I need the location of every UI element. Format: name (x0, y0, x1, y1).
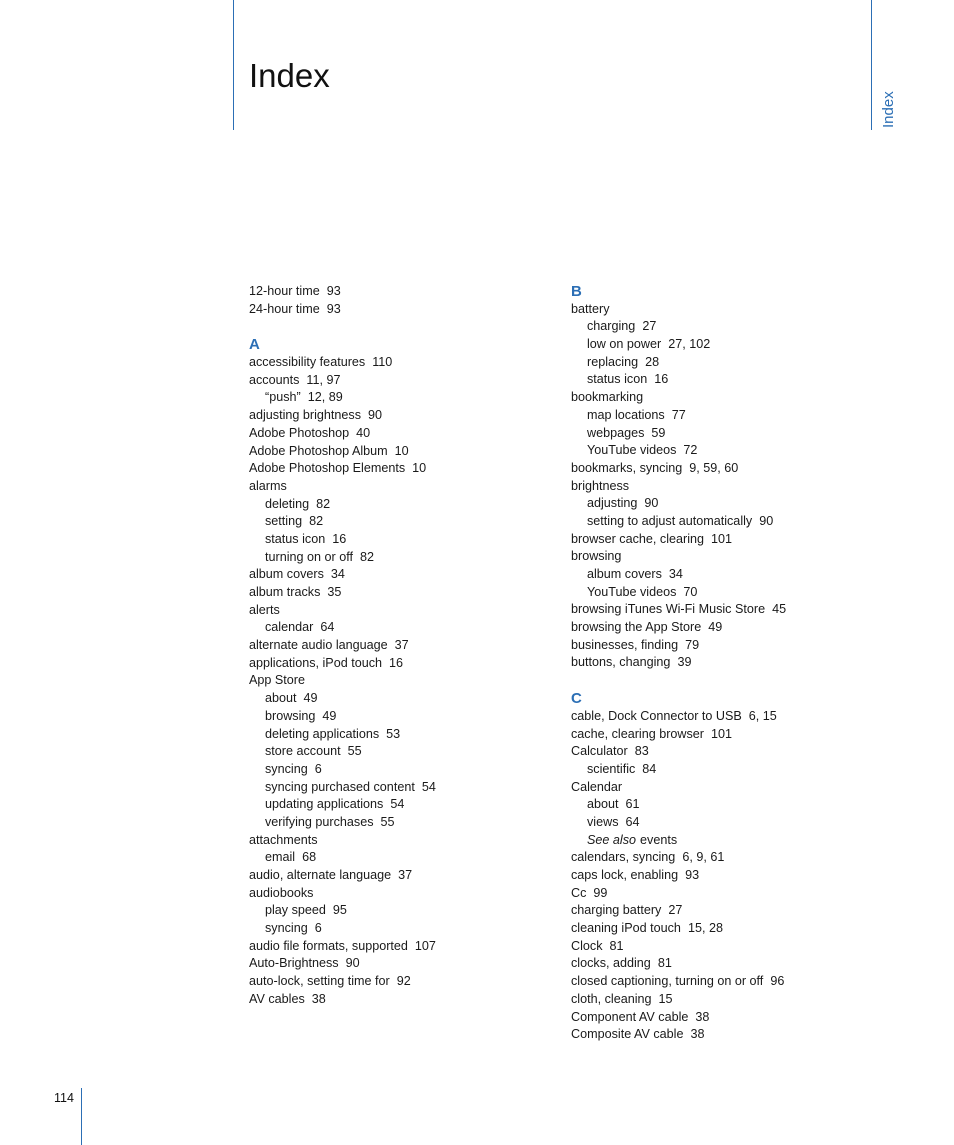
index-entry (571, 955, 891, 973)
index-page-refs: 92 (396, 974, 411, 989)
index-term: setting (265, 514, 303, 529)
page-title: Index (249, 57, 330, 94)
index-entry (571, 849, 891, 867)
index-subentry (249, 708, 569, 726)
index-entry (571, 973, 891, 991)
index-subentry (249, 902, 569, 920)
index-term: audio, alternate language (249, 868, 392, 882)
index-entry (571, 601, 891, 619)
index-page-refs: 64 (320, 620, 335, 635)
index-term: play speed (265, 903, 326, 918)
index-page-refs: 38 (311, 991, 326, 1006)
index-entry (571, 531, 891, 549)
index-term: calendars, syncing (571, 850, 676, 865)
index-page-refs: 68 (302, 850, 317, 865)
index-term: attachments (249, 832, 318, 847)
index-page-refs: 38 (695, 1009, 710, 1024)
index-entry (571, 991, 891, 1009)
index-page-refs: 34 (330, 567, 345, 582)
index-page-refs: 90 (644, 496, 659, 511)
index-entry (249, 637, 569, 655)
index-entry (571, 637, 891, 655)
index-subentry (249, 496, 569, 514)
index-term: Adobe Photoshop Elements (249, 461, 406, 476)
index-term: Component AV cable (571, 1009, 689, 1024)
index-term: cache, clearing browser (571, 726, 704, 741)
index-term: bookmarks, syncing (571, 460, 683, 475)
index-page-refs: 79 (685, 637, 700, 652)
index-term: setting to adjust automatically (587, 513, 753, 528)
index-entry (571, 1009, 891, 1027)
index-term: Adobe Photoshop (249, 425, 350, 440)
index-term: about (265, 691, 297, 706)
index-subentry (571, 814, 891, 832)
index-term: audio file formats, supported (249, 938, 408, 953)
index-term: bookmarking (571, 390, 644, 405)
index-term: browser cache, clearing (571, 531, 704, 546)
index-entry (571, 920, 891, 938)
index-page-refs: 90 (368, 408, 383, 423)
index-entry (571, 726, 891, 744)
index-entry (249, 655, 569, 673)
index-term: about (587, 797, 619, 812)
index-subentry (571, 425, 891, 443)
index-page-refs: 49 (322, 708, 337, 723)
index-page-refs: 10 (394, 443, 409, 458)
index-term: deleting (265, 496, 310, 511)
index-term: adjusting (587, 496, 638, 511)
index-term: alarms (249, 478, 287, 493)
index-term: Composite AV cable (571, 1027, 684, 1042)
index-page-refs: 28 (645, 354, 660, 369)
index-entry (249, 460, 569, 478)
index-term: Clock (571, 938, 603, 953)
index-term: low on power (587, 337, 662, 352)
index-subentry (571, 566, 891, 584)
index-page-refs: 6 (314, 761, 322, 776)
index-term: Calendar (571, 779, 623, 794)
index-subentry (571, 495, 891, 513)
index-subentry (249, 743, 569, 761)
index-term: auto-lock, setting time for (249, 974, 390, 989)
index-term: album covers (587, 567, 662, 581)
index-subentry (571, 336, 891, 354)
index-page-refs: 70 (683, 584, 698, 599)
index-term: YouTube videos (587, 443, 677, 458)
index-term: clocks, adding (571, 956, 651, 971)
index-subentry (249, 796, 569, 814)
index-entry (249, 832, 569, 850)
index-page-refs: 49 (708, 620, 723, 635)
index-term: deleting applications (265, 726, 380, 741)
index-subentry (249, 726, 569, 744)
index-term: email (265, 850, 296, 865)
index-page-refs: 99 (593, 885, 608, 900)
index-subentry (571, 761, 891, 779)
index-page-refs: events (640, 832, 678, 847)
index-entry (571, 389, 891, 407)
index-entry (249, 938, 569, 956)
index-page-refs: 110 (372, 355, 393, 370)
footer-rule (81, 1088, 82, 1145)
index-page-refs: 93 (326, 301, 341, 316)
index-page-refs: 81 (609, 938, 624, 953)
index-term: store account (265, 744, 341, 759)
index-entry (571, 548, 891, 566)
index-subentry (249, 779, 569, 797)
index-page-refs: 11, 97 (306, 372, 341, 387)
index-entry (571, 902, 891, 920)
index-term: scientific (587, 761, 636, 776)
index-page-refs: 90 (345, 956, 360, 971)
index-subentry (249, 849, 569, 867)
index-page-refs: 16 (654, 372, 669, 387)
index-page-refs: 16 (389, 655, 404, 670)
index-page-refs: 15 (658, 991, 673, 1006)
index-term: brightness (571, 478, 630, 493)
index-term: status icon (587, 372, 648, 387)
index-entry (249, 602, 569, 620)
index-entry (249, 301, 569, 319)
index-term: businesses, finding (571, 637, 679, 652)
index-subentry (571, 832, 891, 850)
index-page-refs: 77 (671, 407, 686, 422)
index-term: replacing (587, 354, 639, 369)
index-page-refs: 15, 28 (687, 921, 723, 936)
index-entry (249, 566, 569, 584)
index-subentry (249, 513, 569, 531)
index-page-refs: 93 (326, 284, 341, 298)
index-page-refs: 83 (634, 744, 649, 759)
index-term: alternate audio language (249, 638, 388, 653)
index-subentry (571, 318, 891, 336)
index-entry (571, 619, 891, 637)
index-term: “push” (265, 390, 301, 405)
index-term: cable, Dock Connector to USB (571, 708, 742, 723)
index-page-refs: 64 (625, 814, 640, 829)
index-page-refs: 34 (668, 567, 683, 581)
index-term: calendar (265, 620, 314, 635)
index-subentry (249, 761, 569, 779)
index-page-refs: 53 (386, 726, 401, 741)
index-term: audiobooks (249, 885, 314, 900)
index-letter-heading: B (571, 283, 582, 300)
index-entry (249, 973, 569, 991)
index-entry (571, 301, 891, 319)
index-entry (249, 885, 569, 903)
index-term: YouTube videos (587, 584, 677, 599)
index-term: Cc (571, 885, 587, 900)
index-letter-heading: A (249, 336, 260, 354)
index-page-refs: 59 (651, 425, 666, 440)
index-entry (249, 584, 569, 602)
index-subentry (249, 619, 569, 637)
index-page-refs: 38 (690, 1027, 705, 1042)
index-term: cleaning iPod touch (571, 921, 681, 936)
index-term: See also (587, 832, 637, 847)
index-page-refs: 81 (657, 956, 672, 971)
index-entry (571, 885, 891, 903)
index-page-refs: 27 (642, 319, 657, 334)
index-term: alerts (249, 602, 280, 617)
index-column-left (249, 283, 569, 1009)
index-term: cloth, cleaning (571, 991, 652, 1006)
index-page-refs: 6, 15 (748, 708, 777, 723)
index-term: Auto-Brightness (249, 956, 339, 971)
index-page-refs: 54 (390, 797, 405, 812)
index-page-refs: 6 (314, 921, 322, 936)
index-term: views (587, 814, 619, 829)
index-term: album tracks (249, 585, 321, 599)
index-term: webpages (587, 425, 645, 440)
index-entry (571, 779, 891, 797)
index-page-refs: 37 (398, 868, 413, 882)
index-term: Adobe Photoshop Album (249, 443, 388, 458)
index-page-refs: 107 (414, 938, 436, 953)
index-page-refs: 55 (347, 744, 362, 759)
index-term: status icon (265, 531, 326, 546)
index-page-refs: 90 (759, 513, 774, 528)
index-entry (571, 743, 891, 761)
index-page-refs: 10 (412, 461, 427, 476)
page-number: 114 (54, 1091, 74, 1105)
index-page-refs: 39 (677, 655, 692, 670)
index-subentry (571, 796, 891, 814)
index-term: map locations (587, 407, 665, 422)
index-term: buttons, changing (571, 655, 671, 670)
index-page-refs: 95 (332, 903, 347, 918)
index-page-refs: 45 (772, 602, 787, 617)
index-page-refs: 27 (668, 903, 683, 918)
index-page-refs: 101 (711, 726, 733, 741)
index-term: 24-hour time (249, 301, 320, 316)
index-term: browsing (265, 708, 316, 723)
index-entry (249, 283, 569, 301)
index-subentry (249, 814, 569, 832)
index-page-refs: 16 (332, 531, 347, 546)
index-page-refs: 40 (356, 425, 371, 440)
index-subentry (249, 920, 569, 938)
index-subentry (571, 584, 891, 602)
index-entry (249, 991, 569, 1009)
index-page-refs: 6, 9, 61 (682, 850, 725, 865)
index-entry (571, 654, 891, 672)
index-term: accounts (249, 372, 300, 387)
index-page-refs: 82 (359, 549, 374, 564)
index-term: accessibility features (249, 355, 366, 370)
index-term: caps lock, enabling (571, 868, 679, 882)
index-term: App Store (249, 673, 306, 688)
index-page-refs: 9, 59, 60 (689, 460, 739, 475)
index-subentry (249, 549, 569, 567)
index-page-refs: 35 (327, 585, 342, 599)
index-term: Calculator (571, 744, 628, 759)
index-entry (249, 478, 569, 496)
index-letter-heading: C (571, 690, 582, 708)
index-term: battery (571, 301, 610, 316)
index-entry (571, 460, 891, 478)
index-entry (571, 938, 891, 956)
index-term: 12-hour time (249, 284, 320, 298)
index-page-refs: 101 (711, 531, 733, 546)
index-term: turning on or off (265, 549, 353, 564)
index-page-refs: 49 (303, 691, 318, 706)
index-subentry (571, 407, 891, 425)
index-entry (249, 955, 569, 973)
index-page-refs: 12, 89 (307, 390, 343, 405)
index-column-right (571, 283, 891, 1044)
index-page-refs: 27, 102 (668, 337, 711, 352)
index-entry (249, 443, 569, 461)
index-term: album covers (249, 567, 324, 582)
index-entry (571, 867, 891, 885)
index-subentry (571, 442, 891, 460)
index-term: browsing the App Store (571, 620, 702, 635)
index-page-refs: 55 (380, 814, 395, 829)
index-entry (249, 407, 569, 425)
index-page-refs: 82 (309, 514, 324, 529)
left-header-rule (233, 0, 234, 130)
index-entry (249, 372, 569, 390)
index-term: syncing (265, 761, 308, 776)
index-term: verifying purchases (265, 814, 374, 829)
index-term: AV cables (249, 991, 305, 1006)
index-subentry (571, 513, 891, 531)
index-subentry (249, 690, 569, 708)
index-page-refs: 93 (685, 868, 700, 882)
index-term: updating applications (265, 797, 384, 812)
index-page-refs: 84 (642, 761, 657, 776)
section-side-tab: Index (880, 91, 897, 128)
index-page-refs: 54 (421, 779, 436, 794)
index-page-refs: 37 (394, 638, 409, 653)
index-term: syncing (265, 921, 308, 936)
index-entry (571, 478, 891, 496)
index-subentry (249, 389, 569, 407)
index-term: charging battery (571, 903, 662, 918)
index-entry (571, 1026, 891, 1044)
index-subentry (249, 531, 569, 549)
index-page-refs: 96 (770, 974, 785, 989)
index-term: browsing (571, 549, 622, 564)
index-entry (249, 354, 569, 372)
index-term: charging (587, 319, 636, 334)
index-entry (249, 425, 569, 443)
index-subentry (571, 354, 891, 372)
index-entry (571, 708, 891, 726)
index-term: syncing purchased content (265, 779, 415, 794)
index-term: adjusting brightness (249, 408, 362, 423)
index-entry (249, 672, 569, 690)
index-page-refs: 82 (316, 496, 331, 511)
index-term: applications, iPod touch (249, 655, 383, 670)
index-page-refs: 61 (625, 797, 640, 812)
index-subentry (571, 371, 891, 389)
index-entry (249, 867, 569, 885)
index-term: browsing iTunes Wi-Fi Music Store (571, 602, 766, 617)
index-page-refs: 72 (683, 443, 698, 458)
right-header-rule (871, 0, 872, 130)
index-term: closed captioning, turning on or off (571, 974, 764, 989)
